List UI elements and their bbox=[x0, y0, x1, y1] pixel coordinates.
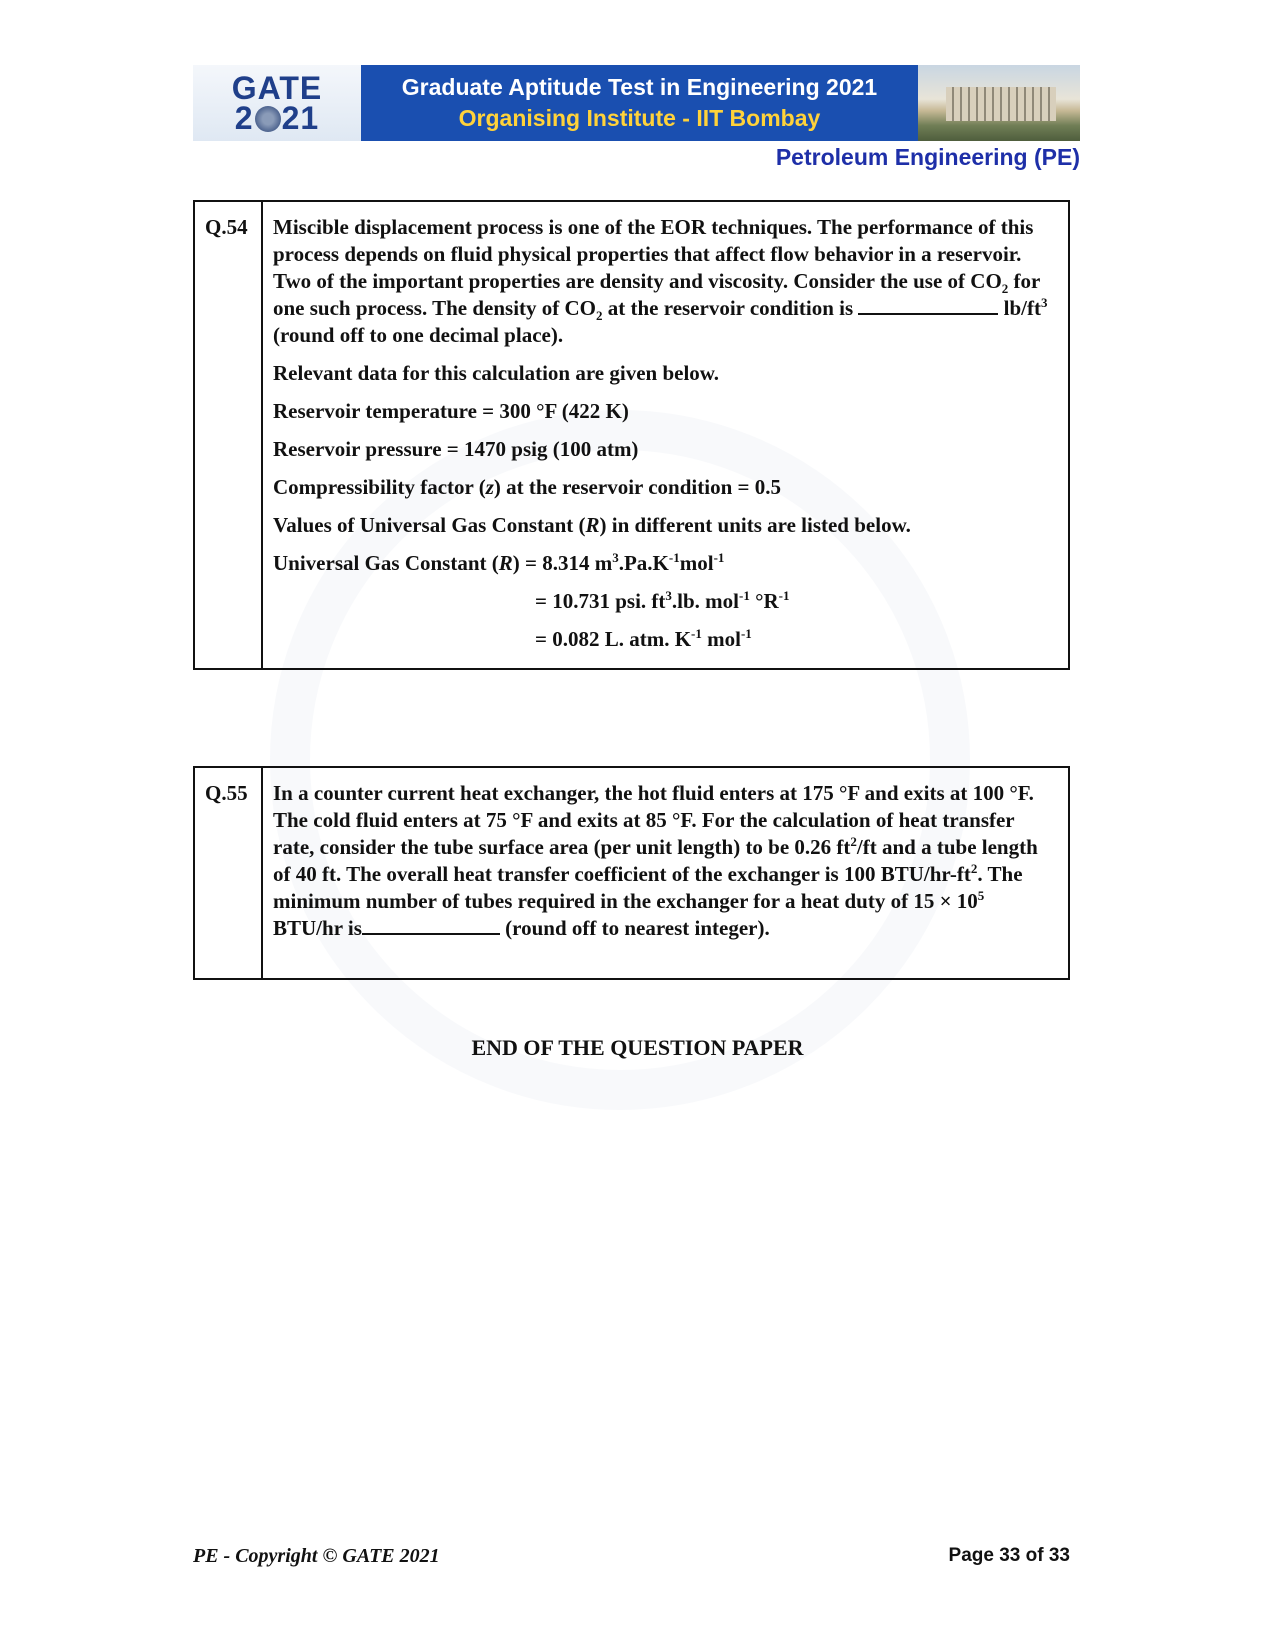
gas-constant-intro: Values of Universal Gas Constant (R) in different units are listed below. bbox=[273, 513, 911, 537]
question-number: Q.54 bbox=[195, 202, 263, 668]
temperature-line: Reservoir temperature = 300 °F (422 K) bbox=[273, 399, 629, 423]
logo-text-year: 2 21 bbox=[234, 100, 320, 136]
gas-constant-value-2: = 10.731 psi. $ft^3.lb$. mol$^{-1}$ $^\circ R^{-1}$ bbox=[535, 588, 790, 613]
header-subtitle: Organising Institute - IIT Bombay bbox=[458, 105, 821, 131]
end-of-paper: END OF THE QUESTION PAPER bbox=[471, 1035, 804, 1060]
header-title: Graduate Aptitude Test in Engineering 2021 bbox=[401, 74, 878, 100]
question-55-box bbox=[193, 766, 1070, 980]
question-54-body bbox=[263, 202, 1068, 668]
answer-blank[interactable] bbox=[858, 295, 998, 315]
question-number: Q.55 bbox=[195, 768, 263, 978]
compressibility-line: Compressibility factor (z) at the reservoir condition = 0.5 bbox=[273, 475, 781, 499]
question-54-box bbox=[193, 200, 1070, 670]
pressure-line: Reservoir pressure = 1470 psig (100 atm) bbox=[273, 437, 639, 461]
page-header bbox=[193, 65, 1080, 141]
gate-logo bbox=[193, 65, 361, 141]
answer-blank[interactable] bbox=[362, 915, 500, 935]
campus-photo bbox=[918, 65, 1080, 141]
gas-constant-value-1: Universal Gas Constant (R) = 8.314 $m^3.Pa.K^{-1}mol^{-1}$ bbox=[273, 550, 725, 575]
footer-copyright: PE - Copyright © GATE 2021 bbox=[193, 1545, 440, 1567]
question-54-stem: Miscible displacement process is one of the EOR techniques. The performance of this process depends on fluid physical properties that affect flow behavior in a reservoir. Two of the important properties are density and viscosity. Consider the use of $CO_2$ for one such process. The density of $CO_2$ at the reservoir condition is $lb/ft^3$ (round off to one decimal place). bbox=[273, 215, 1048, 347]
footer-page-number: Page 33 of 33 bbox=[948, 1545, 1070, 1566]
gas-constant-value-3: = 0.082 L. atm. $K^{-1}$ mol$^{-1}$ bbox=[535, 626, 752, 651]
seal-icon bbox=[255, 106, 281, 132]
question-55-stem: In a counter current heat exchanger, the hot fluid enters at 175 °F and exits at 100 °F. The cold fluid enters at 75 °F and exits at 85 °F. For the calculation of heat transfer rate, consider the tube surface area (per unit length) to be 0.26 $ft^2/ft$ and a tube length of 40 ft. The overall heat transfer coefficient of the exchanger is 100 BTU/$hr-ft^2$. The minimum number of tubes required in the exchanger for a heat duty of $15 \times 10^5$ BTU/hr is (round off to nearest integer). bbox=[273, 781, 1038, 940]
header-banner bbox=[361, 65, 918, 141]
relevant-data-line: Relevant data for this calculation are given below. bbox=[273, 361, 720, 385]
subject-title: Petroleum Engineering (PE) bbox=[775, 144, 1080, 170]
logo-text-gate: GATE bbox=[231, 69, 323, 106]
question-55-body bbox=[263, 768, 1068, 978]
